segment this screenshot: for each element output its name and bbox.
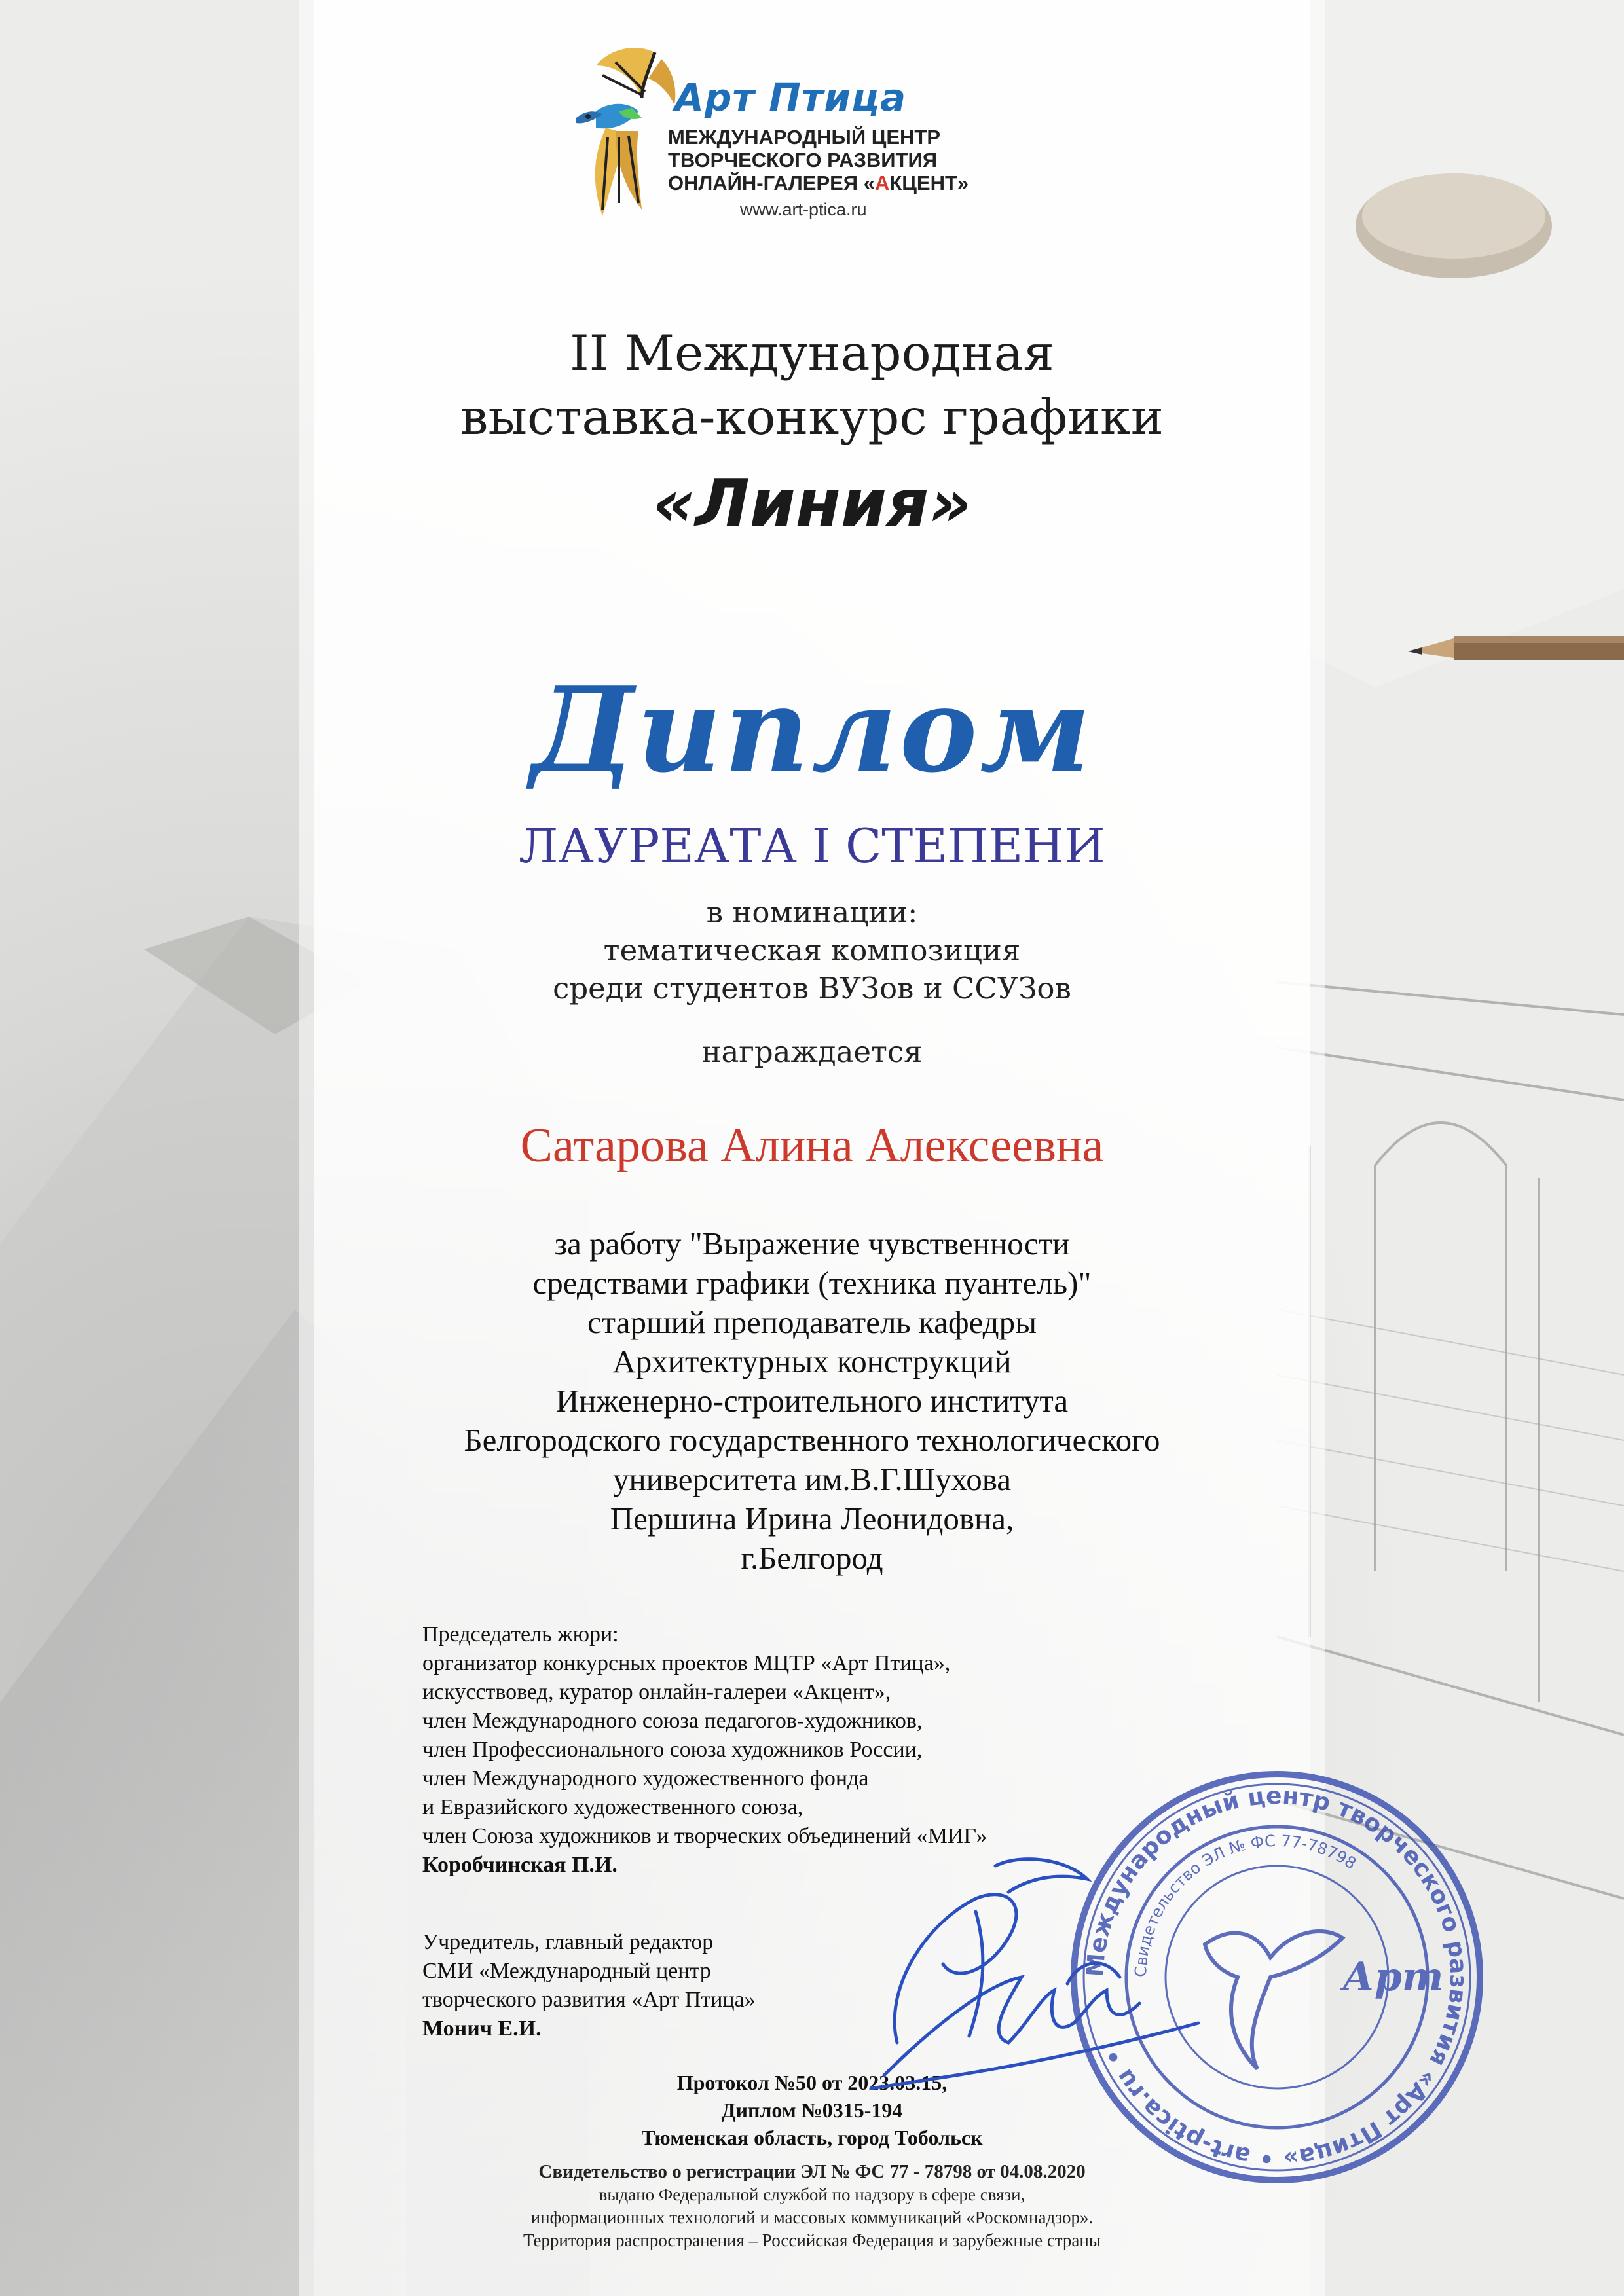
jury-line: член Союза художников и творческих объединений «МИГ» bbox=[422, 1824, 987, 1848]
protocol-line-2: Диплом №0315-194 bbox=[721, 2098, 903, 2122]
founder-line: творческого развития «Арт Птица» bbox=[422, 1988, 756, 2012]
stamp-bird-icon bbox=[1205, 1931, 1342, 2069]
nomination-line-1: тематическая композиция bbox=[603, 933, 1021, 968]
work-line: университета им.В.Г.Шухова bbox=[613, 1461, 1011, 1497]
logo-title: Арт Птица bbox=[674, 75, 907, 120]
legal-line-2: информационных технологий и массовых коммуникаций «Роскомнадзор». bbox=[530, 2208, 1094, 2227]
jury-chair-name: Коробчинская П.И. bbox=[422, 1853, 618, 1877]
nomination-line-2: среди студентов ВУЗов и ССУЗов bbox=[553, 971, 1071, 1006]
registration-line: Свидетельство о регистрации ЭЛ № ФС 77 - 78798 от 04.08.2020 bbox=[538, 2161, 1086, 2182]
jury-line: член Международного художественного фонда bbox=[422, 1766, 869, 1791]
diploma-title: Диплом bbox=[530, 661, 1094, 798]
nomination bbox=[314, 894, 1310, 1008]
jury-line: и Евразийского художественного союза, bbox=[422, 1795, 803, 1819]
work-line: Першина Ирина Леонидовна, bbox=[610, 1501, 1014, 1537]
logo-url[interactable]: www.art-ptica.ru bbox=[740, 200, 867, 219]
founder-line: СМИ «Международный центр bbox=[422, 1959, 711, 1983]
stamp-ring-text: Международный центр творческого развития «Арт Птица» • art-ptica.ru • bbox=[1082, 1782, 1472, 2172]
legal-line-3: Территория распространения – Российская Федерация и зарубежные страны bbox=[523, 2231, 1101, 2250]
work-line: за работу "Выражение чувственности bbox=[554, 1226, 1070, 1262]
nomination-label: в номинации: bbox=[706, 895, 918, 930]
awarded-label: награждается bbox=[701, 1034, 923, 1069]
jury-line: член Международного союза педагогов-художников, bbox=[422, 1709, 923, 1733]
work-line: старший преподаватель кафедры bbox=[587, 1304, 1037, 1340]
logo-line-2: ТВОРЧЕСКОГО РАЗВИТИЯ bbox=[668, 149, 938, 172]
legal-line-1: выдано Федеральной службой по надзору в сфере связи, bbox=[599, 2185, 1025, 2204]
founder-block bbox=[422, 1928, 756, 2043]
pencil-decoration bbox=[1408, 622, 1624, 674]
eraser-decoration bbox=[1349, 160, 1559, 285]
protocol-line-1: Протокол №50 от 2023.03.15, bbox=[676, 2071, 948, 2094]
panel-edge-left bbox=[299, 0, 314, 2296]
recipient-name: Сатарова Алина Алексеевна bbox=[520, 1119, 1104, 1173]
jury-line: искусствовед, куратор онлайн-галереи «Акцент», bbox=[422, 1680, 891, 1704]
logo-line-1: МЕЖДУНАРОДНЫЙ ЦЕНТР bbox=[668, 126, 941, 149]
founder-line: Учредитель, главный редактор bbox=[422, 1930, 714, 1954]
competition-line-2: выставка-конкурс графики bbox=[460, 388, 1164, 446]
jury-line: Председатель жюри: bbox=[422, 1622, 619, 1647]
stamp-center-text: Арт bbox=[1342, 1954, 1444, 2000]
jury-line: член Профессионального союза художников России, bbox=[422, 1738, 923, 1762]
competition-name: «Линия» bbox=[652, 465, 972, 541]
stamp bbox=[1061, 1761, 1493, 2193]
protocol-line-3: Тюменская область, город Тобольск bbox=[641, 2126, 983, 2149]
competition-title bbox=[314, 321, 1310, 449]
work-description bbox=[314, 1224, 1310, 1578]
founder-name: Монич Е.И. bbox=[422, 2016, 542, 2041]
logo-line-3: ОНЛАЙН-ГАЛЕРЕЯ «АКЦЕНТ» bbox=[668, 172, 969, 194]
diploma-degree: ЛАУРЕАТА I СТЕПЕНИ bbox=[519, 818, 1105, 873]
work-line: г.Белгород bbox=[741, 1540, 883, 1576]
jury-line: организатор конкурсных проектов МЦТР «Арт Птица», bbox=[422, 1651, 951, 1675]
logo bbox=[557, 39, 969, 229]
work-line: Инженерно-строительного института bbox=[555, 1383, 1069, 1419]
work-line: Белгородского государственного технологического bbox=[464, 1422, 1160, 1458]
svg-text:Свидетельство ЭЛ № ФС 77-78798 bbox=[1132, 1832, 1359, 1978]
work-line: средствами графики (техника пуантель)" bbox=[532, 1265, 1092, 1301]
stamp-inner-text: Свидетельство ЭЛ № ФС 77-78798 bbox=[1131, 1831, 1360, 1978]
work-line: Архитектурных конструкций bbox=[612, 1343, 1012, 1379]
competition-line-1: II Международная bbox=[570, 324, 1054, 382]
